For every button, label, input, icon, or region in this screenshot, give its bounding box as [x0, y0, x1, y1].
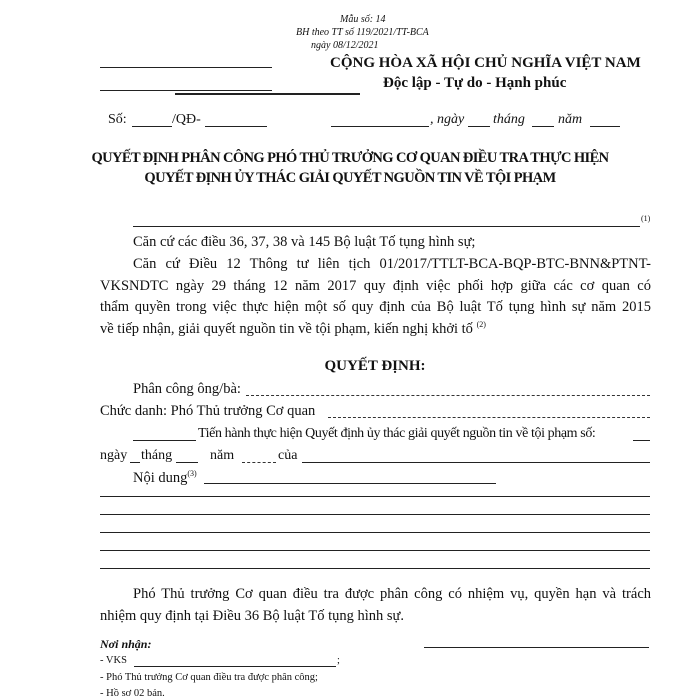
document-title-line-2: QUYẾT ĐỊNH ỦY THÁC GIẢI QUYẾT NGUỒN TIN VỀ TỘI PHẠM: [144, 170, 556, 186]
date-day-blank: [468, 126, 490, 127]
content-blank-3: [100, 514, 650, 515]
issued-date: ngày 08/12/2021: [311, 40, 379, 51]
content-blank-5: [100, 550, 650, 551]
assignee-label: Phân công ông/bà:: [133, 381, 241, 397]
form-number: Mẫu số: 14: [340, 14, 386, 25]
task-date-day-blank: [130, 462, 140, 463]
task-issuer-blank: [302, 462, 650, 463]
legal-basis-1: Căn cứ các điều 36, 37, 38 và 145 Bộ luật Tố tụng hình sự;: [133, 234, 476, 250]
recipients-label: Nơi nhận:: [100, 637, 152, 651]
content-blank-6: [100, 568, 650, 569]
motto-slogan: Độc lập - Tự do - Hạnh phúc: [383, 75, 567, 91]
recipient-file: - Hồ sơ 02 bản.: [100, 688, 165, 699]
issuing-authority-blank: [133, 226, 640, 227]
signature-blank: [424, 647, 649, 648]
duty-line-2: nhiệm quy định tại Điều 36 Bộ luật Tố tụng hình sự.: [100, 608, 405, 624]
task-date-day-label: ngày: [100, 448, 128, 463]
decision-code-blank: [205, 126, 267, 127]
task-text: Tiến hành thực hiện Quyết định ủy thác giải quyết nguồn tin về tội phạm số:: [198, 426, 596, 441]
decision-suffix: /QĐ-: [172, 112, 201, 127]
task-date-year-label: năm: [210, 448, 235, 463]
date-month-label: tháng: [493, 112, 525, 127]
agency-name-blank: [100, 90, 272, 91]
content-label: [133, 469, 197, 487]
note-ref-3: (3): [187, 469, 197, 478]
date-year-blank: [590, 126, 620, 127]
issued-with-circular: BH theo TT số 119/2021/TT-BCA: [296, 27, 429, 38]
note-ref-2: (2): [476, 320, 486, 329]
agency-underline: [175, 93, 360, 95]
date-day-label: , ngày: [430, 112, 465, 127]
content-blank-1: [204, 483, 496, 484]
content-label-text: Nội dung: [133, 469, 188, 486]
task-number-blank: [633, 440, 650, 441]
legal-basis-2-line-1: Căn cứ Điều 12 Thông tư liên tịch 01/2017/TTLT-BCA-BQP-BTC-BNN&PTNT-: [133, 256, 651, 272]
recipient-vks-blank: [134, 666, 336, 667]
task-date-year-blank: [242, 462, 276, 463]
recipient-vks-end: ;: [337, 655, 340, 666]
legal-basis-2-line-4-text: về tiếp nhận, giải quyết nguồn tin về tội phạm, kiến nghị khởi tố: [100, 320, 473, 337]
content-blank-4: [100, 532, 650, 533]
assignee-blank: [246, 395, 650, 396]
task-date-month-label: tháng: [141, 448, 173, 463]
recipient-deputy: - Phó Thủ trưởng Cơ quan điều tra được phân công;: [100, 672, 318, 683]
document-title-line-1: QUYẾT ĐỊNH PHÂN CÔNG PHÓ THỦ TRƯỞNG CƠ QUAN ĐIỀU TRA THỰC HIỆN: [91, 150, 609, 166]
task-date-month-blank: [176, 462, 198, 463]
task-issuer-label: của: [278, 448, 298, 463]
country-name: CỘNG HÒA XÃ HỘI CHỦ NGHĨA VIỆT NAM: [330, 55, 641, 71]
content-blank-2: [100, 496, 650, 497]
legal-basis-2-line-4: [100, 320, 486, 338]
duty-line-1: Phó Thủ trưởng Cơ quan điều tra được phân công có nhiệm vụ, quyền hạn và trách: [133, 586, 651, 602]
recipient-vks: - VKS: [100, 655, 127, 666]
legal-basis-2-line-2: VKSNDTC ngày 29 tháng 12 năm 2017 quy định việc phối hợp giữa các cơ quan có: [100, 278, 651, 294]
place-blank: [331, 126, 429, 127]
number-blank: [132, 126, 172, 127]
position-label: Chức danh: Phó Thủ trưởng Cơ quan: [100, 403, 316, 419]
agency-superior-blank: [100, 67, 272, 68]
date-year-label: năm: [558, 112, 583, 127]
position-blank: [328, 417, 650, 418]
note-ref-1: (1): [641, 214, 651, 223]
task-lead-blank: [133, 440, 196, 441]
decision-heading: QUYẾT ĐỊNH:: [324, 358, 426, 374]
date-month-blank: [532, 126, 554, 127]
number-label: Số:: [108, 112, 127, 127]
legal-basis-2-line-3: thẩm quyền trong việc thực hiện một số quy định của Bộ luật Tố tụng hình sự năm 2015: [100, 299, 651, 315]
